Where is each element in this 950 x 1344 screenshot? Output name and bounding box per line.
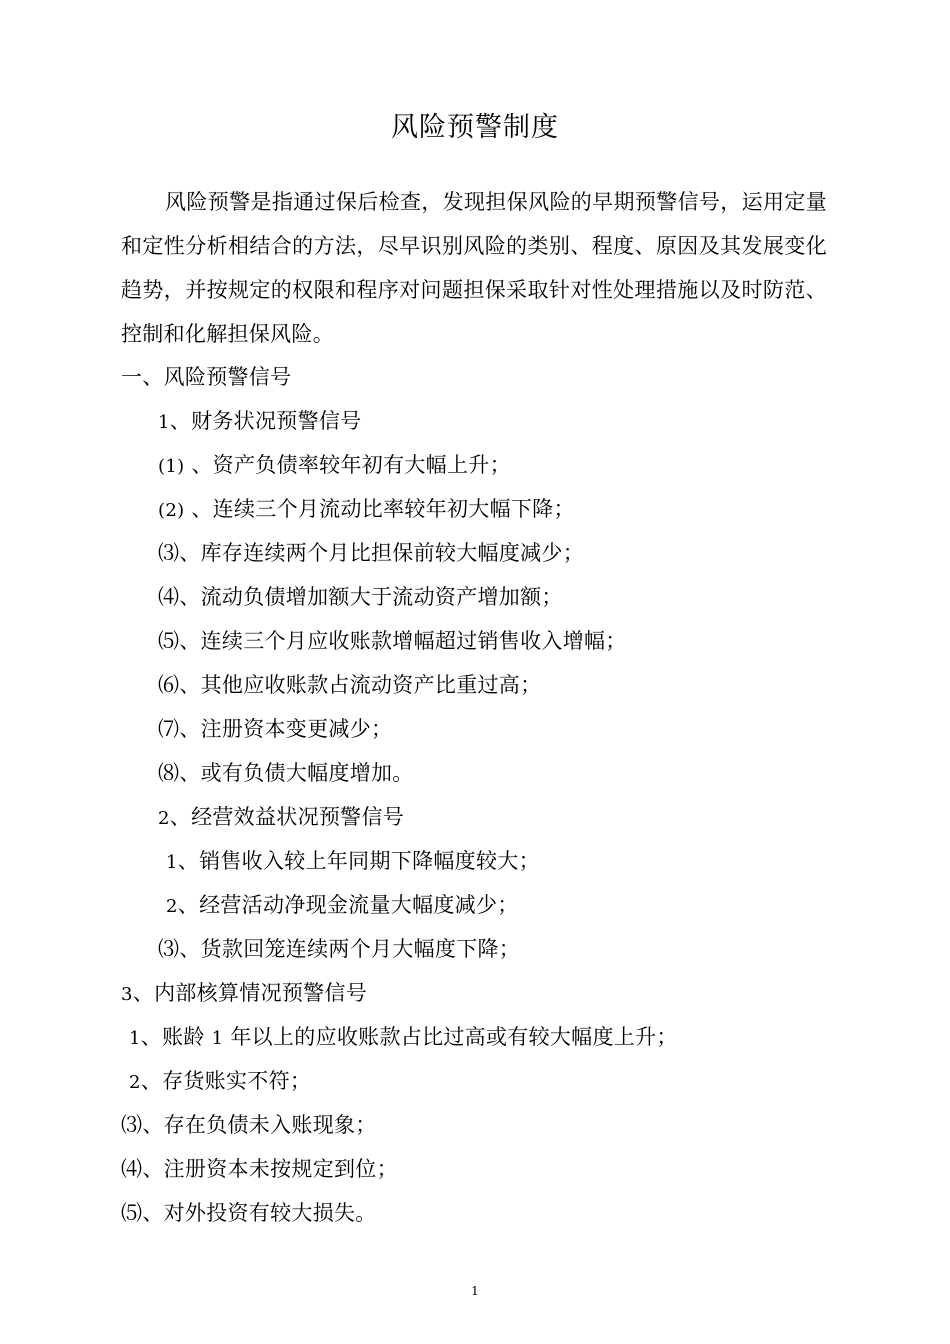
subheading-internal bbox=[121, 978, 367, 1010]
item-number: 1 bbox=[129, 1028, 141, 1049]
intro-text: 风险预警是指通过保后检查，发现担保风险的早期预警信号，运用定量和定性分析相结合的方法，尽早识别风险的类别、程度、原因及其发展变化趋势，并按规定的权限和程序对问题担保采取针对性处理措施以及时防范、控制和化解担保风险。 bbox=[121, 190, 827, 346]
item-text: 、注册资本变更减少； bbox=[179, 717, 393, 741]
internal-item bbox=[121, 1110, 377, 1140]
financial-item bbox=[158, 626, 627, 656]
section-heading-risk-signals: 一、风险预警信号 bbox=[121, 365, 292, 389]
item-number: 3 bbox=[121, 984, 133, 1005]
item-number: 1 bbox=[158, 412, 170, 433]
item-text: 、资产负债率较年初有大幅上升； bbox=[184, 453, 511, 477]
item-number: ⑸ bbox=[121, 1201, 143, 1225]
financial-item bbox=[158, 670, 541, 700]
item-text: 、内部核算情况预警信号 bbox=[132, 981, 368, 1005]
item-number: ⑻ bbox=[158, 761, 180, 785]
item-text: 、或有负债大幅度增加。 bbox=[179, 761, 414, 785]
item-number: ⑸ bbox=[158, 629, 180, 653]
item-text: 、流动负债增加额大于流动资产增加额； bbox=[179, 585, 563, 609]
item-number: (2) bbox=[158, 500, 185, 521]
item-number: ⑶ bbox=[158, 937, 180, 961]
item-number: (1) bbox=[158, 456, 185, 477]
item-number: ⑷ bbox=[121, 1157, 143, 1181]
financial-item bbox=[158, 582, 563, 612]
item-text: 、销售收入较上年同期下降幅度较大； bbox=[177, 849, 540, 873]
page-number: 1 bbox=[471, 1284, 479, 1298]
operating-item bbox=[158, 934, 520, 964]
financial-item bbox=[158, 758, 414, 788]
item-number: ⑷ bbox=[158, 585, 180, 609]
item-text: 年以上的应收账款占比过高或有较大幅度上升； bbox=[223, 1025, 678, 1049]
item-number: 1 bbox=[166, 852, 178, 873]
financial-item bbox=[158, 538, 584, 568]
financial-item bbox=[158, 714, 392, 744]
internal-item bbox=[121, 1154, 398, 1184]
item-text: 、其他应收账款占流动资产比重过高； bbox=[179, 673, 542, 697]
item-text: 、连续三个月流动比率较年初大幅下降； bbox=[184, 497, 575, 521]
intro-paragraph bbox=[121, 180, 827, 356]
item-number: ⑺ bbox=[158, 717, 180, 741]
item-text-prefix: 、账龄 bbox=[140, 1025, 212, 1049]
subheading-financial bbox=[158, 406, 361, 438]
item-text: 、存在负债未入账现象； bbox=[142, 1113, 377, 1137]
item-text: 、对外投资有较大损失。 bbox=[142, 1201, 377, 1225]
item-number: 2 bbox=[158, 808, 170, 829]
item-number: 2 bbox=[129, 1072, 141, 1093]
operating-item bbox=[166, 846, 540, 878]
financial-item bbox=[158, 494, 575, 526]
item-text: 、库存连续两个月比担保前较大幅度减少； bbox=[179, 541, 585, 565]
item-text: 、存货账实不符； bbox=[140, 1069, 312, 1093]
item-inline-number: 1 bbox=[211, 1028, 224, 1049]
financial-item bbox=[158, 450, 511, 482]
item-text: 、经营效益状况预警信号 bbox=[169, 805, 405, 829]
item-number: 2 bbox=[166, 896, 178, 917]
internal-item bbox=[129, 1066, 311, 1098]
item-text: 、财务状况预警信号 bbox=[169, 409, 362, 433]
subheading-operating bbox=[158, 802, 404, 834]
document-title: 风险预警制度 bbox=[391, 112, 559, 143]
item-number: ⑹ bbox=[158, 673, 180, 697]
item-number: ⑶ bbox=[121, 1113, 143, 1137]
item-number: ⑶ bbox=[158, 541, 180, 565]
operating-item bbox=[166, 890, 519, 922]
item-text: 、货款回笼连续两个月大幅度下降； bbox=[179, 937, 521, 961]
item-text: 、连续三个月应收账款增幅超过销售收入增幅； bbox=[179, 629, 627, 653]
internal-item bbox=[121, 1198, 377, 1228]
item-text: 、经营活动净现金流量大幅度减少； bbox=[177, 893, 519, 917]
item-text: 、注册资本未按规定到位； bbox=[142, 1157, 398, 1181]
internal-item bbox=[129, 1022, 678, 1054]
